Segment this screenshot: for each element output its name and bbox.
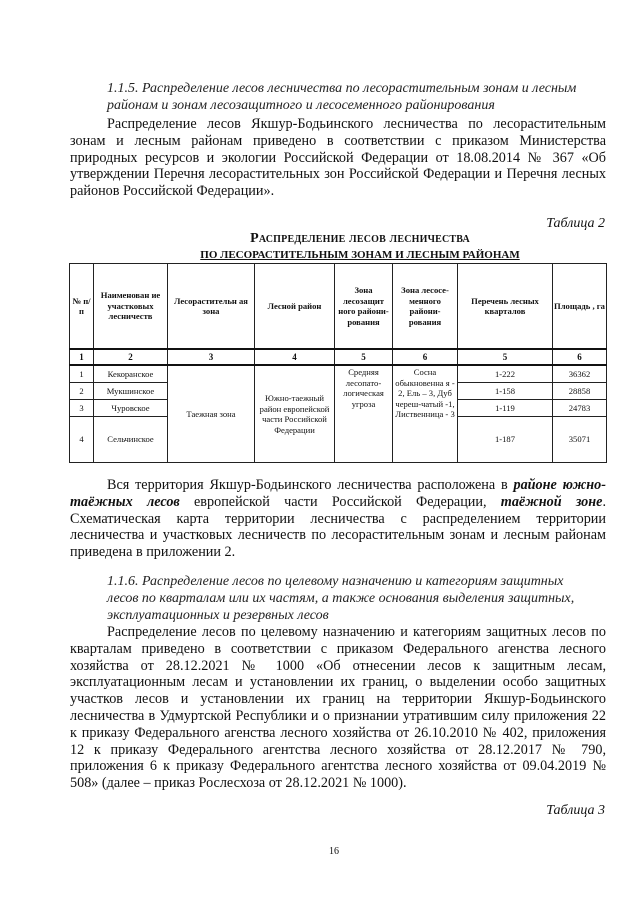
seed-zone: Сосна обыкновенна я - 2, Ель – 3, Дуб череш-чатый -1, Лиственница - 3 bbox=[393, 365, 458, 463]
forestry-name: Чуровское bbox=[94, 400, 168, 417]
section-heading-1-1-6 bbox=[107, 573, 603, 624]
quarters: 1-187 bbox=[458, 417, 553, 463]
table-title-line2: ПО ЛЕСОРАСТИТЕЛЬНЫМ ЗОНАМ И ЛЕСНЫМ РАЙОНАМ bbox=[200, 249, 520, 261]
column-number-row bbox=[70, 349, 607, 365]
column-number: 6 bbox=[393, 349, 458, 365]
header-cell: Лесной район bbox=[255, 264, 335, 350]
paragraph-text: Распределение лесов Якшур-Бодьинского лесничества по лесорастительным зонам и лесным районам приведено в соответствии с приказом Министерства природных ресурсов и экологии Российской Федерации от 18.08.2014 № 367 «Об утверждении Перечня лесорастительных зон Российской Федерации и Перечня лесных районов Российской Федерации». bbox=[70, 116, 606, 200]
paragraph-text: Вся территория Якшур-Бодьинского лесничества расположена в bbox=[107, 477, 514, 493]
forestry-name: Кекоранское bbox=[94, 365, 168, 383]
table-header-row bbox=[70, 264, 607, 350]
emphasis-text: таёжной зоне bbox=[500, 493, 603, 510]
forestry-name: Мукшинское bbox=[94, 383, 168, 400]
row-number: 3 bbox=[70, 400, 94, 417]
header-cell: № п/ п bbox=[70, 264, 94, 350]
paragraph-1-1-5 bbox=[70, 116, 606, 200]
table-row bbox=[70, 365, 607, 383]
column-number: 3 bbox=[168, 349, 255, 365]
area: 35071 bbox=[553, 417, 607, 463]
forest-zone: Таежная зона bbox=[168, 365, 255, 463]
header-cell: Перечень лесных кварталов bbox=[458, 264, 553, 350]
forestry-name: Сельчинское bbox=[94, 417, 168, 463]
paragraph-text: европейской части Российской Федерации, bbox=[179, 493, 501, 510]
quarters: 1-158 bbox=[458, 383, 553, 400]
header-cell: Лесорастительн ая зона bbox=[168, 264, 255, 350]
row-number: 4 bbox=[70, 417, 94, 463]
forest-district: Южно-таежный район европейской части Российской Федерации bbox=[255, 365, 335, 463]
quarters: 1-119 bbox=[458, 400, 553, 417]
area: 24783 bbox=[553, 400, 607, 417]
heading-line: 1.1.5. Распределение лесов лесничества по лесорастительным зонам и лесным bbox=[107, 81, 577, 96]
column-number: 2 bbox=[94, 349, 168, 365]
column-number: 4 bbox=[255, 349, 335, 365]
paragraph-territory bbox=[70, 477, 606, 561]
column-number: 5 bbox=[458, 349, 553, 365]
quarters: 1-222 bbox=[458, 365, 553, 383]
column-number: 5 bbox=[335, 349, 393, 365]
paragraph-text: . Схематическая карта территории лесничества с распределением территории лесничества и участковых лесничеств по лесорастительным зонам и лесным районам приведена в приложении 2. bbox=[70, 493, 606, 561]
paragraph-1-1-6 bbox=[70, 624, 606, 792]
protection-zone: Средняя лесопато-логическая угроза bbox=[335, 365, 393, 463]
table-2-title bbox=[60, 231, 640, 263]
row-number: 2 bbox=[70, 383, 94, 400]
page-number: 16 bbox=[329, 846, 339, 857]
heading-line: эксплуатационных и резервных лесов bbox=[107, 608, 329, 623]
heading-line: 1.1.6. Распределение лесов по целевому назначению и категориям защитных bbox=[107, 574, 564, 589]
table-2-label: Таблица 2 bbox=[546, 216, 605, 231]
column-number: 1 bbox=[70, 349, 94, 365]
header-cell: Площадь , га bbox=[553, 264, 607, 350]
row-number: 1 bbox=[70, 365, 94, 383]
heading-line: лесов по кварталам или их частям, а также основания выделения защитных, bbox=[107, 591, 575, 606]
header-cell: Наименован ие участковых лесничеств bbox=[94, 264, 168, 350]
table-2 bbox=[69, 263, 607, 463]
header-cell: Зона лесозащит ного райони-рования bbox=[335, 264, 393, 350]
section-heading-1-1-5 bbox=[107, 80, 603, 114]
paragraph-text: Распределение лесов по целевому назначению и категориям защитных лесов по кварталам приведено в соответствии с приказом Федерального агенства лесного хозяйства от 28.12.2021 № 1000 «Об отнесении лесов к защитным лесам, эксплуатационным лесам и установлении их границ, о выделении особо защитных участков лесов и установлении их границ на территории Якшур-Бодьинского лесничества в Удмуртской Республики и о признании утратившим силу приложения 22 к приказу Федерального агенства лесного хозяйства от 26.10.2010 № 402, приложения 12 к приказу Федерального агентства лесного хозяйства от 28.12.2017 № 790, приложения 6 к приказу Федерального агентства лесного хозяйства от 09.04.2019 № 508» (далее – приказ Рослесхоза от 28.12.2021 № 1000). bbox=[70, 624, 606, 792]
emphasis-text: районе южно-таёжных лесов bbox=[70, 477, 606, 510]
column-number: 6 bbox=[553, 349, 607, 365]
area: 28858 bbox=[553, 383, 607, 400]
heading-line: районам и зонам лесозащитного и лесосеменного районирования bbox=[107, 98, 495, 113]
table-title-line1: Распределение лесов лесничества bbox=[250, 231, 470, 246]
table-3-label: Таблица 3 bbox=[546, 803, 605, 818]
area: 36362 bbox=[553, 365, 607, 383]
header-cell: Зона лесосе-менного райони-рования bbox=[393, 264, 458, 350]
